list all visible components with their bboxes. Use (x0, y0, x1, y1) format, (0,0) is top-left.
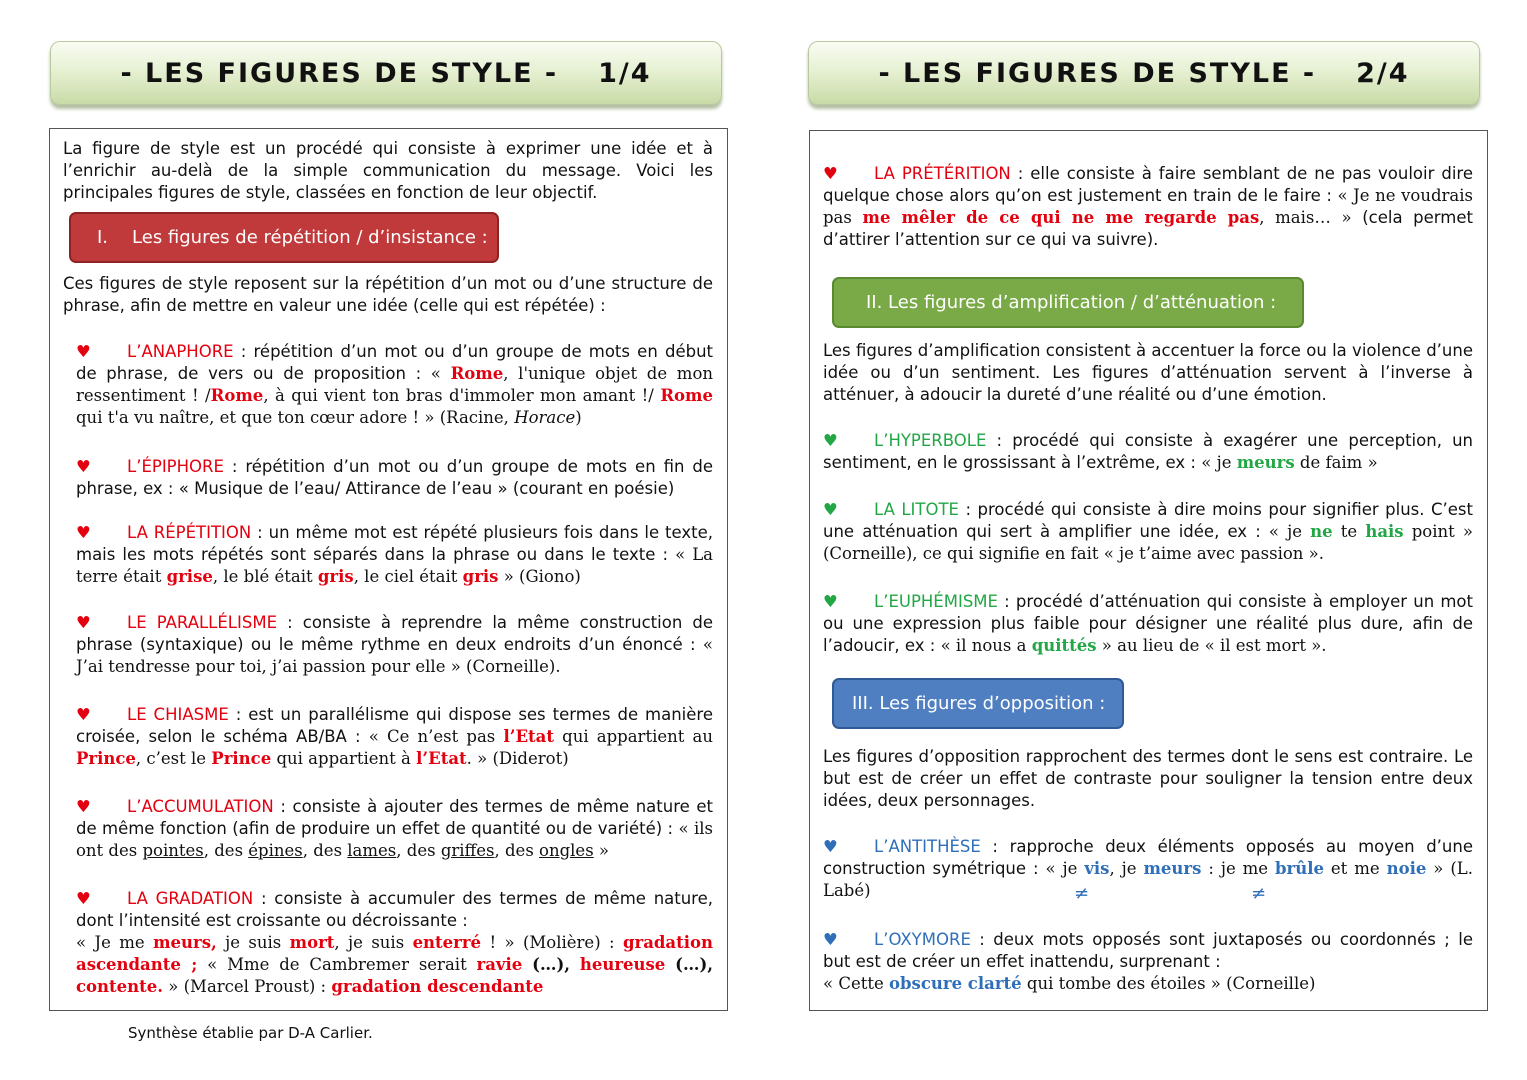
term: L’HYPERBOLE (874, 431, 987, 450)
term: L’ANTITHÈSE (874, 837, 981, 856)
figure-oxymore: ♥ L’OXYMORE : deux mots opposés sont juxtaposés ou coordonnés ; le but est de créer un effet inattendu, surprenant : « Cette obscure clarté qui tombe des étoiles » (Corneille) (823, 930, 1473, 993)
section-title: III. Les figures d’opposition : (852, 693, 1106, 714)
term: LA LITOTE (874, 500, 959, 519)
figure-epiphore: ♥ L’ÉPIPHORE : répétition d’un mot ou d’un groupe de mots en fin de phrase, ex : « Musique de l’eau/ Attirance de l’eau » (courant en poésie) (76, 457, 713, 498)
intro-text: La figure de style est un procédé qui consiste à exprimer une idée et à l’enrichir au-delà de la simple communication du message. Voici les principales figures de style, classées en fonction de leur objectif. (63, 139, 713, 202)
section-title: Les figures de répétition / d’insistance : (132, 227, 488, 248)
figure-hyperbole: ♥ L’HYPERBOLE : procédé qui consiste à exagérer une perception, un sentiment, en le grossissant à l’extrême, ex : « je meurs de faim » (823, 431, 1473, 472)
figure-parallelisme: ♥ LE PARALLÉLISME : consiste à reprendre la même construction de phrase (syntaxique) ou le même rythme en deux endroits d’un énoncé : « J’ai tendresse pour toi, j’ai passion pour elle » (Corneille). (76, 613, 713, 676)
heart-icon: ♥ (76, 705, 91, 724)
section-title: II. Les figures d’amplification / d’atténuation : (866, 292, 1277, 313)
term: LE PARALLÉLISME (127, 613, 277, 632)
page-number: 2/4 (1356, 57, 1410, 89)
heart-icon: ♥ (76, 457, 91, 476)
section1-intro: Ces figures de style reposent sur la répétition d’un mot ou d’une structure de phrase, afin de mettre en valeur une idée (celle qui est répétée) : (63, 274, 713, 315)
figure-anaphore: ♥ L’ANAPHORE : répétition d’un mot ou d’un groupe de mots en début de phrase, de vers ou de proposition : « Rome, l'unique objet de mon ressentiment ! /Rome, à qui vient ton bras d'immoler mon amant !/ Rome qui t'a vu naître, et que ton cœur adore ! » (Racine, Horace) (76, 342, 714, 427)
figure-euphemisme: ♥ L’EUPHÉMISME : procédé d’atténuation qui consiste à employer un mot ou une expression plus faible pour désigner une réalité plus dure, afin de l’adoucir, ex : « il nous a quittés » au lieu de « il est mort ». (823, 592, 1473, 655)
page-number: 1/4 (598, 57, 652, 89)
footer-credit: Synthèse établie par D-A Carlier. (128, 1024, 373, 1042)
heart-icon: ♥ (76, 797, 91, 816)
section2-intro: Les figures d’amplification consistent à accentuer la force ou la violence d’une idée ou d’un sentiment. Les figures d’atténuation servent à l’inverse à atténuer, à adoucir la dureté d’une réalité ou d’une émotion. (823, 341, 1473, 404)
figure-accumulation: ♥ L’ACCUMULATION : consiste à ajouter des termes de même nature et de même fonction (afin de produire un effet de quantité ou de variété) : « ils ont des pointes, des épines, des lames, des griffes, des ongles » (76, 797, 713, 860)
heart-icon: ♥ (823, 592, 838, 611)
heart-icon: ♥ (76, 342, 91, 361)
heart-icon: ♥ (823, 930, 838, 949)
figure-litote: ♥ LA LITOTE : procédé qui consiste à dire moins pour signifier plus. C’est une atténuation qui sert à amplifier une idée, ex : « je ne te hais point » (Corneille), ce qui signifie en fait « je t’aime avec passion ». (823, 500, 1473, 563)
section-heading-opposition (832, 678, 1124, 729)
heart-icon: ♥ (76, 613, 91, 632)
heart-icon: ♥ (823, 164, 838, 183)
title-text: - LES FIGURES DE STYLE - (878, 57, 1317, 89)
figure-gradation: ♥ LA GRADATION : consiste à accumuler des termes de même nature, dont l’intensité est croissante ou décroissante : « Je me meurs, je suis mort, je suis enterré ! » (Molière) : gradation ascendante ; « Mme de Cambremer serait ravie (…), heureuse (…), contente. » (Marcel Proust) : gradation descendante (76, 889, 714, 996)
figure-chiasme: ♥ LE CHIASME : est un parallélisme qui dispose ses termes de manière croisée, selon le schéma AB/BA : « Ce n’est pas l’Etat qui appartient au Prince, c’est le Prince qui appartient à l’Etat. » (Diderot) (76, 705, 713, 768)
term: L’ACCUMULATION (127, 797, 274, 816)
term: L’ANAPHORE (127, 342, 234, 361)
section-number: I. (97, 227, 109, 248)
heart-icon: ♥ (76, 889, 91, 908)
term: L’ÉPIPHORE (127, 457, 224, 476)
section-heading-amplification (832, 277, 1304, 328)
term: LA RÉPÉTITION (127, 523, 252, 542)
term: LE CHIASME (127, 705, 229, 724)
term: L’EUPHÉMISME (874, 592, 998, 611)
page-title-1 (50, 41, 722, 105)
right-panel (809, 130, 1488, 1011)
section-heading-repetition (69, 212, 499, 263)
term: LA GRADATION (127, 889, 254, 908)
not-equal-symbol: ≠ (1251, 883, 1267, 904)
figure-repetition: ♥ LA RÉPÉTITION : un même mot est répété plusieurs fois dans le texte, mais les mots répétés sont séparés dans la phrase ou dans le texte : « La terre était grise, le blé était gris, le ciel était gris » (Giono) (76, 523, 713, 586)
term: LA PRÉTÉRITION (874, 164, 1011, 183)
section3-intro: Les figures d’opposition rapprochent des termes dont le sens est contraire. Le but est de créer un effet de contraste pour souligner la tension entre deux idées, deux personnages. (823, 747, 1473, 810)
figure-antithese: ♥ L’ANTITHÈSE : rapproche deux éléments opposés au moyen d’une construction symétrique : « je vis, je meurs : je me brûle et me noie » (L. Labé) (823, 837, 1473, 900)
heart-icon: ♥ (823, 431, 838, 450)
term: L’OXYMORE (874, 930, 971, 949)
not-equal-symbol: ≠ (1074, 883, 1090, 904)
figure-preterition: ♥ LA PRÉTÉRITION : elle consiste à faire semblant de ne pas vouloir dire quelque chose alors qu’on est justement en train de le faire : « Je ne voudrais pas me mêler de ce qui ne me regarde pas, mais… » (cela permet d’attirer l’attention sur ce qui va suivre). (823, 164, 1473, 249)
title-text: - LES FIGURES DE STYLE - (120, 57, 559, 89)
heart-icon: ♥ (823, 500, 838, 519)
heart-icon: ♥ (76, 523, 91, 542)
page-title-2 (808, 41, 1480, 105)
left-panel (49, 128, 728, 1011)
heart-icon: ♥ (823, 837, 838, 856)
